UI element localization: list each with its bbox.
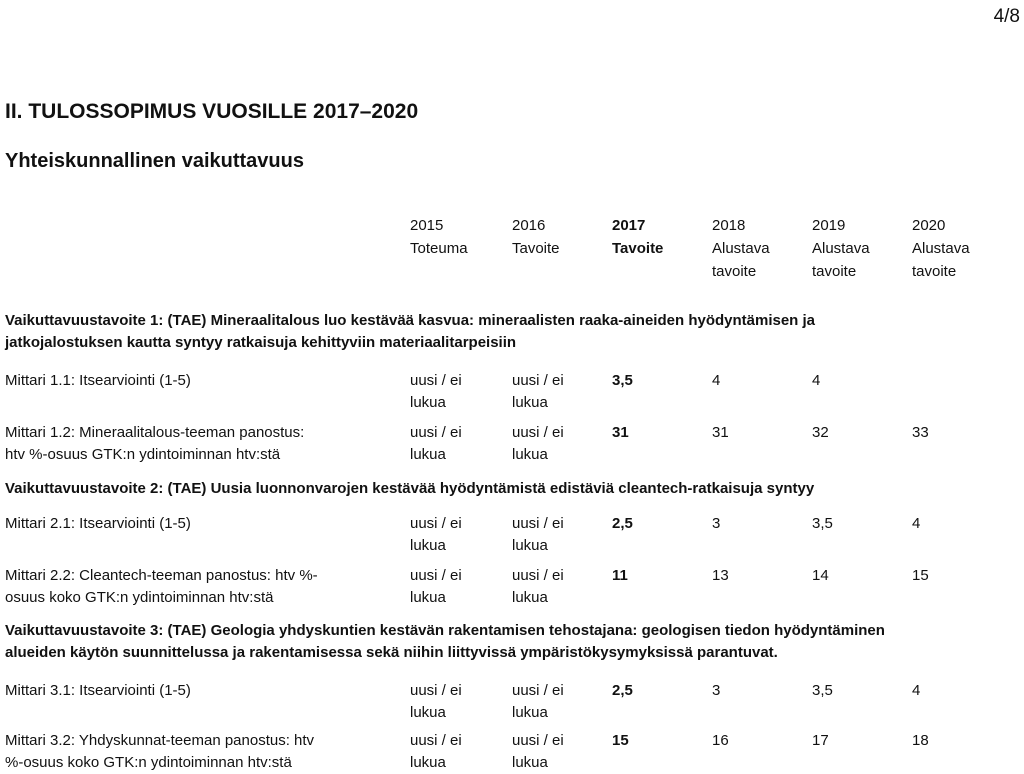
page-number: 4/8 bbox=[993, 6, 1020, 27]
column-label: Tavoite bbox=[612, 240, 664, 257]
goal-title-line: Vaikuttavuustavoite 3: (TAE) Geologia yhdyskuntien kestävän rakentamisen tehostajana: geologisen tiedon hyödyntäminen bbox=[5, 622, 885, 639]
metric-label: Mittari 2.2: Cleantech-teeman panostus: htv %- bbox=[5, 567, 318, 584]
metric-1-1 bbox=[5, 370, 395, 392]
value-2017: 2,5 bbox=[612, 515, 633, 532]
value-2019: 4 bbox=[812, 372, 821, 389]
value-2016: uusi / ei lukua bbox=[512, 372, 564, 411]
column-label: Alustava bbox=[712, 240, 770, 257]
value-2015: uusi / ei lukua bbox=[410, 372, 462, 411]
column-year: 2020 bbox=[912, 217, 946, 234]
metric-3-1 bbox=[5, 680, 395, 702]
value-2015: uusi / ei lukua bbox=[410, 732, 462, 771]
column-year: 2019 bbox=[812, 217, 846, 234]
column-year: 2015 bbox=[410, 217, 444, 234]
goal-2-title bbox=[5, 478, 995, 500]
value-2020: 33 bbox=[912, 424, 929, 441]
metric-label: htv %-osuus GTK:n ydintoiminnan htv:stä bbox=[5, 446, 281, 463]
column-header-2020 bbox=[912, 214, 970, 283]
metric-label: Mittari 2.1: Itsearviointi (1-5) bbox=[5, 515, 191, 532]
goal-title-line: Vaikuttavuustavoite 1: (TAE) Mineraalitalous luo kestävää kasvua: mineraalisten raaka-aineiden hyödyntämisen ja bbox=[5, 312, 816, 329]
column-year: 2016 bbox=[512, 217, 546, 234]
goal-title-line: Vaikuttavuustavoite 2: (TAE) Uusia luonnonvarojen kestävää hyödyntämistä edistäviä cleantech-ratkaisuja syntyy bbox=[5, 480, 815, 497]
value-2019: 3,5 bbox=[812, 682, 833, 699]
metric-label: Mittari 3.1: Itsearviointi (1-5) bbox=[5, 682, 191, 699]
metric-label: osuus koko GTK:n ydintoiminnan htv:stä bbox=[5, 589, 274, 606]
column-header-2015 bbox=[410, 214, 468, 260]
goal-1-title bbox=[5, 310, 995, 354]
value-2019: 17 bbox=[812, 732, 829, 749]
column-label: Alustava bbox=[812, 240, 870, 257]
column-label: Alustava bbox=[912, 240, 970, 257]
goal-3-title bbox=[5, 620, 995, 664]
value-2017: 3,5 bbox=[612, 372, 633, 389]
value-2020: 18 bbox=[912, 732, 929, 749]
metric-2-2 bbox=[5, 565, 395, 609]
metric-label: %-osuus koko GTK:n ydintoiminnan htv:stä bbox=[5, 754, 292, 771]
value-2020: 15 bbox=[912, 567, 929, 584]
value-2016: uusi / ei lukua bbox=[512, 424, 564, 463]
value-2019: 32 bbox=[812, 424, 829, 441]
value-2020: 4 bbox=[912, 682, 921, 699]
value-2015: uusi / ei lukua bbox=[410, 424, 462, 463]
metric-1-2 bbox=[5, 422, 395, 466]
value-2020: 4 bbox=[912, 515, 921, 532]
column-label: Tavoite bbox=[512, 240, 560, 257]
metric-label: Mittari 1.2: Mineraalitalous-teeman panostus: bbox=[5, 424, 305, 441]
value-2018: 3 bbox=[712, 515, 721, 532]
value-2018: 16 bbox=[712, 732, 729, 749]
value-2016: uusi / ei lukua bbox=[512, 515, 564, 554]
value-2017: 31 bbox=[612, 424, 629, 441]
value-2015: uusi / ei lukua bbox=[410, 567, 462, 606]
column-label-2: tavoite bbox=[712, 263, 757, 280]
value-2018: 13 bbox=[712, 567, 729, 584]
column-label-2: tavoite bbox=[812, 263, 857, 280]
value-2017: 11 bbox=[612, 567, 628, 584]
value-2016: uusi / ei lukua bbox=[512, 567, 564, 606]
column-header-2016 bbox=[512, 214, 560, 260]
value-2016: uusi / ei lukua bbox=[512, 682, 564, 721]
metric-label: Mittari 3.2: Yhdyskunnat-teeman panostus: htv bbox=[5, 732, 315, 749]
value-2018: 4 bbox=[712, 372, 721, 389]
section-title: II. TULOSSOPIMUS VUOSILLE 2017–2020 bbox=[5, 100, 419, 123]
column-year: 2018 bbox=[712, 217, 746, 234]
value-2015: uusi / ei lukua bbox=[410, 682, 462, 721]
column-label-2: tavoite bbox=[912, 263, 957, 280]
metric-label: Mittari 1.1: Itsearviointi (1-5) bbox=[5, 372, 191, 389]
value-2019: 3,5 bbox=[812, 515, 833, 532]
column-header-2018 bbox=[712, 214, 770, 283]
metric-2-1 bbox=[5, 513, 395, 535]
column-header-2019 bbox=[812, 214, 870, 283]
value-2016: uusi / ei lukua bbox=[512, 732, 564, 771]
metric-3-2 bbox=[5, 730, 395, 774]
column-year: 2017 bbox=[612, 217, 646, 234]
value-2018: 31 bbox=[712, 424, 729, 441]
column-header-2017 bbox=[612, 214, 663, 260]
value-2017: 2,5 bbox=[612, 682, 633, 699]
value-2018: 3 bbox=[712, 682, 721, 699]
value-2019: 14 bbox=[812, 567, 829, 584]
value-2017: 15 bbox=[612, 732, 629, 749]
value-2015: uusi / ei lukua bbox=[410, 515, 462, 554]
goal-title-line: alueiden käytön suunnittelussa ja rakentamisessa sekä niihin liittyvissä ympäristökysymyksissä parantuvat. bbox=[5, 644, 778, 661]
goal-title-line: jatkojalostuksen kautta syntyy ratkaisuja kehittyviin materiaalitarpeisiin bbox=[5, 334, 517, 351]
column-label: Toteuma bbox=[410, 240, 468, 257]
subtitle: Yhteiskunnallinen vaikuttavuus bbox=[5, 150, 304, 172]
